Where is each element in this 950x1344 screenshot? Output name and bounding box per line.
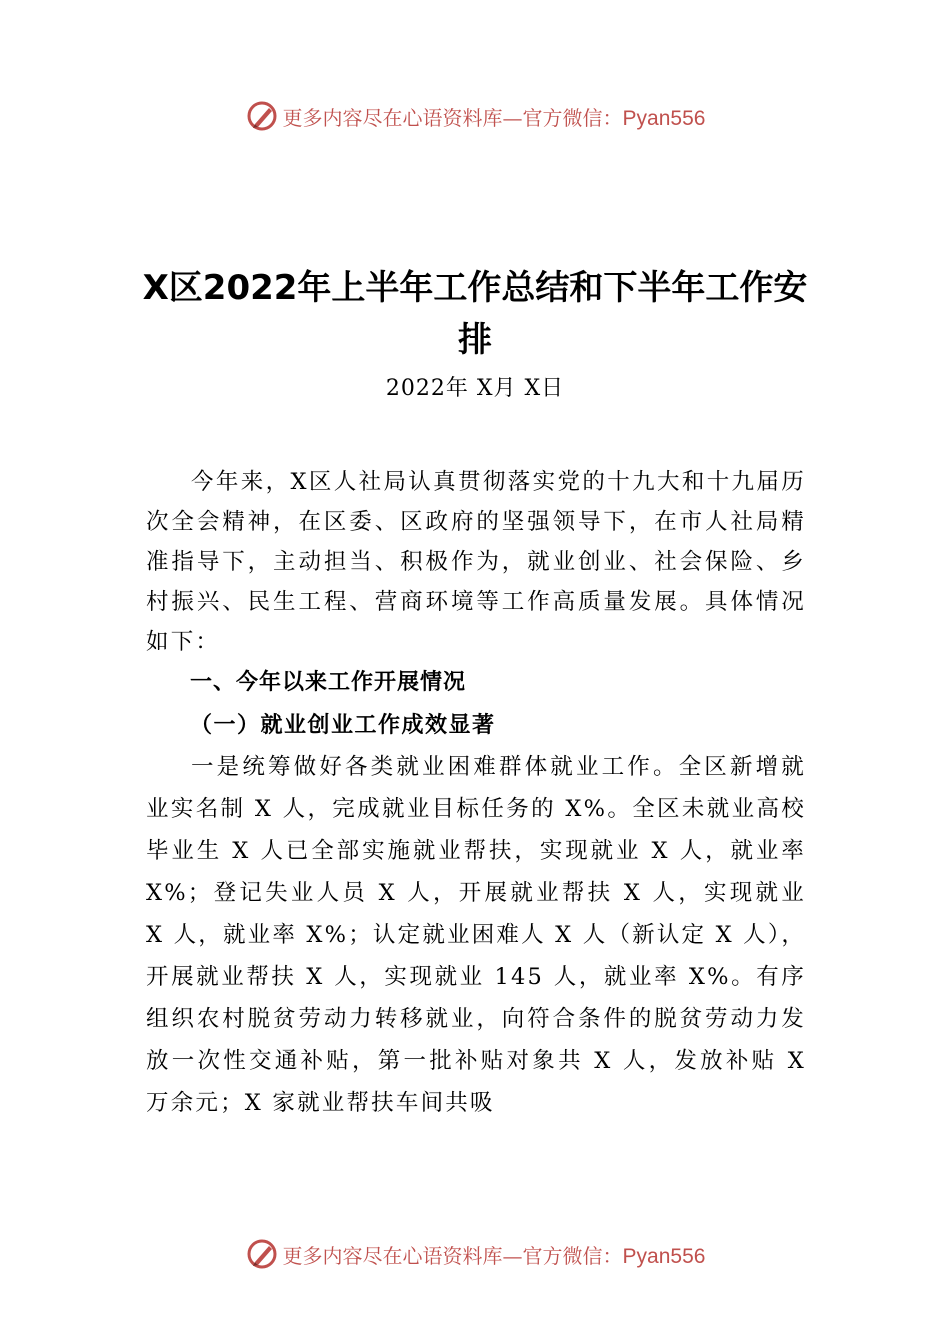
banner-text: 更多内容尽在心语资料库—官方微信： <box>282 105 623 130</box>
document-date: 2022年 X月 X日 <box>385 376 565 401</box>
document-title: X区2022年上半年工作总结和下半年工作安排 <box>142 268 808 360</box>
pen-circle-logo-icon <box>245 1237 279 1271</box>
banner-text: 更多内容尽在心语资料库—官方微信： <box>282 1243 623 1268</box>
watermark-banner-top <box>0 96 950 136</box>
pen-circle-logo-icon <box>245 99 279 133</box>
banner-wechat-id: Pyan556 <box>622 106 706 130</box>
section-heading-1: 一、今年以来工作开展情况 <box>190 670 467 695</box>
banner-wechat-id: Pyan556 <box>622 1244 706 1268</box>
subsection-heading-1: （一）就业创业工作成效显著 <box>190 712 496 738</box>
body-paragraph-1: 一是统筹做好各类就业困难群体就业工作。全区新增就业实名制 X 人，完成就业目标任务的 X%。全区未就业高校毕业生 X 人已全部实施就业帮扶，实现就业 X 人，就业率 X%；登记失业人员 X 人，开展就业帮扶 X 人，实现就业 X 人，就业率 X%；认定就业困难人 X 人（新认定 X 人），开展就业帮扶 X 人，实现就业 145 人，就业率 X%。有序组织农村脱贫劳动力转移就业，向符合条件的脱贫劳动力发放一次性交通补贴，第一批补贴对象共 X 人，发放补贴 X 万余元；X 家就业帮扶车间共吸 <box>146 754 807 1116</box>
intro-paragraph: 今年来，X区人社局认真贯彻落实党的十九大和十九届历次全会精神，在区委、区政府的坚强领导下，在市人社局精准指导下，主动担当、积极作为，就业创业、社会保险、乡村振兴、民生工程、营商环境等工作高质量发展。具体情况如下： <box>146 469 806 655</box>
watermark-banner-bottom <box>0 1234 950 1274</box>
document-body <box>146 462 806 1124</box>
